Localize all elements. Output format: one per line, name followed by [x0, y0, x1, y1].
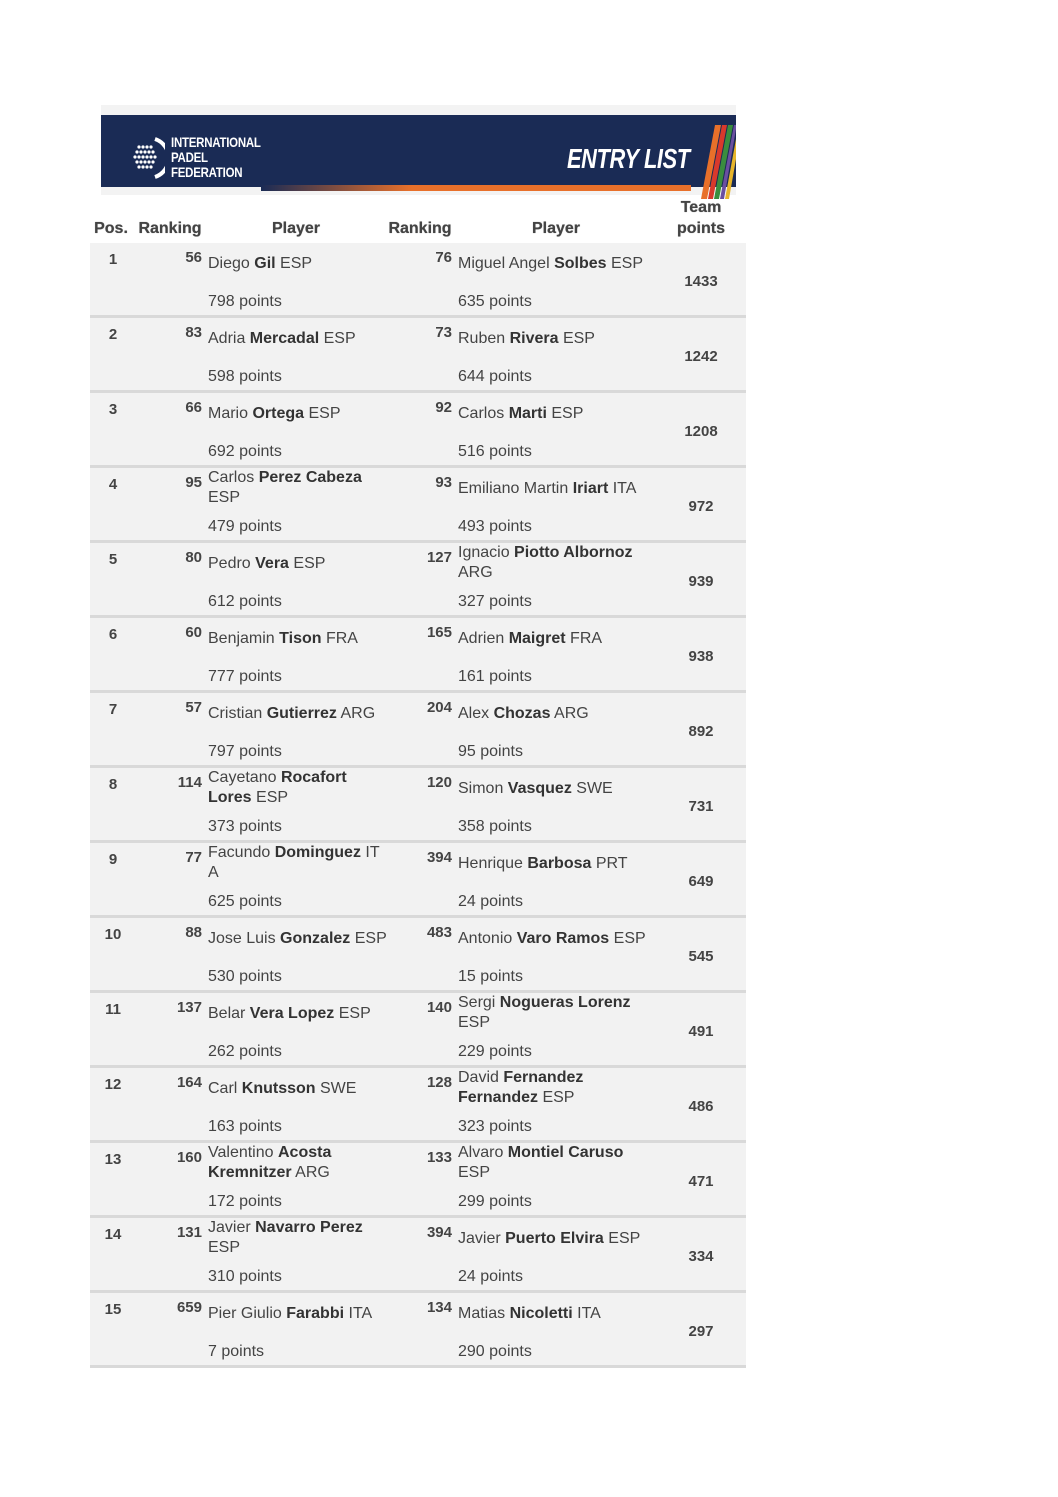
table-row [90, 318, 746, 393]
banner-background [101, 115, 736, 187]
team-points: 892 [688, 723, 714, 740]
position: 10 [104, 926, 122, 943]
player1-ranking: 659 [176, 1299, 202, 1316]
player1-name [208, 629, 388, 649]
player2-last-name: Barbosa [527, 855, 592, 872]
player2-country: ESP [458, 1164, 491, 1181]
player1-name [208, 1004, 388, 1024]
position: 14 [104, 1226, 122, 1243]
player2-name [458, 404, 658, 424]
player1-country: ESP [208, 489, 241, 506]
team-points: 972 [688, 498, 714, 515]
player2-first-name: Sergi [458, 994, 500, 1011]
position: 1 [108, 251, 118, 268]
player1-ranking: 60 [185, 624, 202, 641]
player2-ranking: 127 [426, 549, 452, 566]
team-points: 545 [688, 948, 714, 965]
player1-name [208, 843, 388, 883]
player2-last-name: Montiel Caruso [507, 1144, 624, 1161]
header-player-2: Player [531, 220, 581, 237]
player2-country: ESP [603, 1230, 641, 1247]
player1-ranking: 88 [185, 924, 202, 941]
player1-country: ESP [275, 255, 313, 272]
player1-last-name: Rocafort Lores [208, 769, 347, 806]
player1-country: ESP [251, 789, 289, 806]
player2-first-name: Simon [458, 780, 508, 797]
position: 3 [108, 401, 118, 418]
player2-last-name: Solbes [554, 255, 607, 272]
federation-name-line3: FEDERATION [171, 164, 243, 180]
player2-country: ESP [458, 1014, 491, 1031]
player2-name [458, 329, 658, 349]
player1-country: ESP [319, 330, 356, 347]
player1-last-name: Dominguez [274, 844, 361, 861]
position: 4 [108, 476, 118, 493]
player1-last-name: Gutierrez [266, 705, 337, 722]
table-row [90, 1218, 746, 1293]
team-points: 486 [688, 1098, 714, 1115]
player1-last-name: Farabbi [286, 1305, 345, 1322]
player2-first-name: Miguel Angel [458, 255, 555, 272]
team-points: 1208 [684, 423, 718, 440]
player1-first-name: Jose Luis [208, 930, 281, 947]
team-points: 491 [688, 1023, 714, 1040]
banner-accent-bar [261, 185, 691, 191]
player1-first-name: Valentino [208, 1144, 278, 1161]
player2-last-name: Puerto Elvira [505, 1230, 604, 1247]
player2-first-name: Alvaro [458, 1144, 508, 1161]
player2-country: ESP [546, 405, 584, 422]
position: 5 [108, 551, 118, 568]
player1-points: 692 points [208, 443, 282, 460]
player2-name [458, 1143, 658, 1183]
player2-last-name: Nogueras Lorenz [499, 994, 631, 1011]
player2-country: ITA [572, 1305, 601, 1322]
player2-country: ESP [558, 330, 595, 347]
player2-last-name: Rivera [509, 330, 559, 347]
table-row [90, 1068, 746, 1143]
player1-name [208, 1143, 388, 1183]
player2-ranking: 394 [426, 849, 452, 866]
player1-last-name: Gil [254, 255, 276, 272]
player1-name [208, 1079, 388, 1099]
player2-last-name: Iriart [572, 480, 609, 497]
team-points: 939 [688, 573, 714, 590]
player1-first-name: Facundo [208, 844, 275, 861]
player1-first-name: Cristian [208, 705, 267, 722]
player2-ranking: 120 [426, 774, 452, 791]
player1-name [208, 254, 388, 274]
player1-first-name: Benjamin [208, 630, 280, 647]
player2-ranking: 92 [435, 399, 452, 416]
player1-first-name: Belar [208, 1005, 250, 1022]
header-player-1: Player [271, 220, 321, 237]
table-row [90, 1143, 746, 1218]
player1-points: 797 points [208, 743, 282, 760]
team-points: 334 [688, 1248, 714, 1265]
player2-points: 15 points [458, 968, 523, 985]
position: 6 [108, 626, 118, 643]
table-row [90, 618, 746, 693]
player2-ranking: 483 [426, 924, 452, 941]
header-ranking-2: Ranking [388, 220, 452, 237]
table-row [90, 693, 746, 768]
player2-last-name: Piotto Albornoz [514, 544, 633, 561]
player2-last-name: Nicoletti [509, 1305, 573, 1322]
player1-first-name: Diego [208, 255, 255, 272]
player2-points: 290 points [458, 1343, 532, 1360]
player2-country: SWE [571, 780, 613, 797]
player2-name [458, 254, 658, 274]
player1-points: 625 points [208, 893, 282, 910]
player2-first-name: Adrien [458, 630, 509, 647]
team-points: 938 [688, 648, 714, 665]
row-divider [90, 1365, 746, 1368]
player2-first-name: Alex [458, 705, 494, 722]
player2-country: ESP [606, 255, 643, 272]
player2-country: FRA [565, 630, 603, 647]
player2-ranking: 394 [426, 1224, 452, 1241]
player2-points: 323 points [458, 1118, 532, 1135]
player2-name [458, 1068, 658, 1108]
player1-points: 310 points [208, 1268, 282, 1285]
player1-first-name: Carlos [208, 469, 259, 486]
table-row [90, 768, 746, 843]
player2-last-name: Fernandez Fernandez [458, 1069, 584, 1106]
player1-ranking: 137 [176, 999, 202, 1016]
player1-name [208, 768, 388, 808]
player1-points: 612 points [208, 593, 282, 610]
player1-points: 530 points [208, 968, 282, 985]
player2-name [458, 854, 658, 874]
player1-first-name: Pier Giulio [208, 1305, 287, 1322]
player2-name [458, 1304, 658, 1324]
player1-country: ESP [208, 1239, 241, 1256]
table-row [90, 993, 746, 1068]
player1-last-name: Navarro Perez [255, 1219, 363, 1236]
player1-first-name: Javier [208, 1219, 256, 1236]
player1-country: SWE [315, 1080, 357, 1097]
team-points: 471 [688, 1173, 714, 1190]
position: 2 [108, 326, 118, 343]
federation-name [171, 135, 261, 180]
player2-first-name: David [458, 1069, 504, 1086]
player2-points: 299 points [458, 1193, 532, 1210]
player2-ranking: 76 [435, 249, 452, 266]
player2-ranking: 140 [426, 999, 452, 1016]
player2-first-name: Javier [458, 1230, 506, 1247]
team-points: 731 [688, 798, 714, 815]
player2-points: 516 points [458, 443, 532, 460]
player2-points: 327 points [458, 593, 532, 610]
banner [101, 105, 736, 195]
position: 11 [105, 1001, 121, 1018]
decorative-stripes [687, 125, 736, 199]
team-points: 1433 [684, 273, 718, 290]
player1-last-name: Mercadal [249, 330, 320, 347]
player1-first-name: Pedro [208, 555, 256, 572]
table-row [90, 1293, 746, 1368]
player1-country: FRA [321, 630, 358, 647]
player2-first-name: Emiliano Martin [458, 480, 573, 497]
position: 9 [108, 851, 118, 868]
player2-points: 24 points [458, 1268, 523, 1285]
player1-last-name: Vera Lopez [249, 1005, 335, 1022]
player1-last-name: Knutsson [241, 1080, 316, 1097]
player2-last-name: Marti [508, 405, 547, 422]
player2-ranking: 93 [435, 474, 452, 491]
player2-points: 358 points [458, 818, 532, 835]
player1-name [208, 1218, 388, 1258]
position: 8 [108, 776, 118, 793]
player2-ranking: 133 [426, 1149, 452, 1166]
federation-name-line2: PADEL [171, 149, 208, 165]
header-team-points-line2: points [677, 220, 725, 237]
player1-name [208, 929, 388, 949]
federation-globe-icon [131, 133, 165, 183]
player2-name [458, 629, 658, 649]
player1-ranking: 80 [185, 549, 202, 566]
player2-name [458, 779, 658, 799]
player1-country: ESP [288, 555, 326, 572]
player2-first-name: Ignacio [458, 544, 515, 561]
player1-ranking: 57 [185, 699, 202, 716]
player1-last-name: Acosta Kremnitzer [208, 1144, 332, 1181]
position: 15 [104, 1301, 122, 1318]
player2-points: 229 points [458, 1043, 532, 1060]
player2-country: ARG [458, 564, 493, 581]
player1-points: 163 points [208, 1118, 282, 1135]
player2-first-name: Carlos [458, 405, 509, 422]
player1-first-name: Carl [208, 1080, 242, 1097]
player1-ranking: 77 [185, 849, 202, 866]
player1-last-name: Vera [255, 555, 289, 572]
table-row [90, 468, 746, 543]
player2-first-name: Henrique [458, 855, 528, 872]
player1-country: ITA [344, 1305, 373, 1322]
header-team-points-line1: Team [680, 199, 722, 216]
player2-points: 24 points [458, 893, 523, 910]
table-row [90, 843, 746, 918]
player1-ranking: 56 [185, 249, 202, 266]
player1-points: 479 points [208, 518, 282, 535]
table-row [90, 543, 746, 618]
team-points: 297 [688, 1323, 714, 1340]
table-row [90, 918, 746, 993]
player2-ranking: 165 [426, 624, 452, 641]
player2-points: 644 points [458, 368, 532, 385]
header-ranking-1: Ranking [138, 220, 202, 237]
player1-ranking: 114 [177, 774, 202, 791]
player1-country: ESP [350, 930, 387, 947]
player1-country: ESP [304, 405, 341, 422]
header-pos: Pos. [94, 220, 128, 237]
player2-first-name: Matias [458, 1305, 510, 1322]
player1-points: 777 points [208, 668, 282, 685]
player1-last-name: Gonzalez [280, 930, 351, 947]
player2-country: ESP [538, 1089, 575, 1106]
player2-points: 493 points [458, 518, 532, 535]
player2-points: 635 points [458, 293, 532, 310]
player2-country: ARG [550, 705, 589, 722]
player2-country: ITA [608, 480, 637, 497]
header-team-points [662, 197, 740, 239]
player1-last-name: Tison [279, 630, 322, 647]
team-points: 649 [688, 873, 714, 890]
position: 12 [104, 1076, 122, 1093]
position: 7 [108, 701, 118, 718]
player2-country: PRT [591, 855, 628, 872]
player1-name [208, 704, 388, 724]
player1-ranking: 95 [185, 474, 202, 491]
player1-points: 262 points [208, 1043, 282, 1060]
player2-name [458, 704, 658, 724]
player2-last-name: Vasquez [507, 780, 572, 797]
player1-last-name: Ortega [252, 405, 305, 422]
position: 13 [104, 1151, 122, 1168]
table-row [90, 243, 746, 318]
player2-ranking: 128 [426, 1074, 452, 1091]
player2-name [458, 543, 658, 583]
player1-ranking: 66 [185, 399, 202, 416]
player2-first-name: Antonio [458, 930, 517, 947]
entry-list-title: ENTRY LIST [567, 143, 690, 174]
player2-last-name: Varo Ramos [516, 930, 610, 947]
player2-ranking: 204 [426, 699, 452, 716]
player1-name [208, 329, 388, 349]
player1-country: ESP [334, 1005, 371, 1022]
player2-points: 161 points [458, 668, 532, 685]
player1-first-name: Cayetano [208, 769, 281, 786]
team-points: 1242 [684, 348, 718, 365]
player2-country: ESP [609, 930, 646, 947]
player1-points: 798 points [208, 293, 282, 310]
player1-first-name: Adria [208, 330, 250, 347]
player2-first-name: Ruben [458, 330, 510, 347]
player1-points: 598 points [208, 368, 282, 385]
player2-last-name: Maigret [508, 630, 566, 647]
player2-points: 95 points [458, 743, 523, 760]
player2-name [458, 993, 658, 1033]
player1-name [208, 404, 388, 424]
player2-ranking: 134 [426, 1299, 452, 1316]
player1-points: 172 points [208, 1193, 282, 1210]
player1-ranking: 131 [176, 1224, 202, 1241]
player1-name [208, 554, 388, 574]
player2-name [458, 1229, 658, 1249]
player1-ranking: 83 [185, 324, 202, 341]
player2-ranking: 73 [435, 324, 452, 341]
player2-last-name: Chozas [493, 705, 551, 722]
entry-table [90, 243, 746, 1368]
player1-name [208, 468, 388, 508]
player1-last-name: Perez Cabeza [258, 469, 362, 486]
federation-name-line1: INTERNATIONAL [171, 134, 261, 150]
player2-name [458, 479, 658, 499]
player1-name [208, 1304, 388, 1324]
player1-country: ARG [291, 1164, 330, 1181]
player1-points: 373 points [208, 818, 282, 835]
table-row [90, 393, 746, 468]
player1-country: ARG [336, 705, 376, 722]
player1-ranking: 164 [176, 1074, 202, 1091]
player1-country: IT A [208, 844, 380, 881]
player1-ranking: 160 [176, 1149, 202, 1166]
player1-first-name: Mario [208, 405, 253, 422]
player2-name [458, 929, 658, 949]
player1-points: 7 points [208, 1343, 265, 1360]
